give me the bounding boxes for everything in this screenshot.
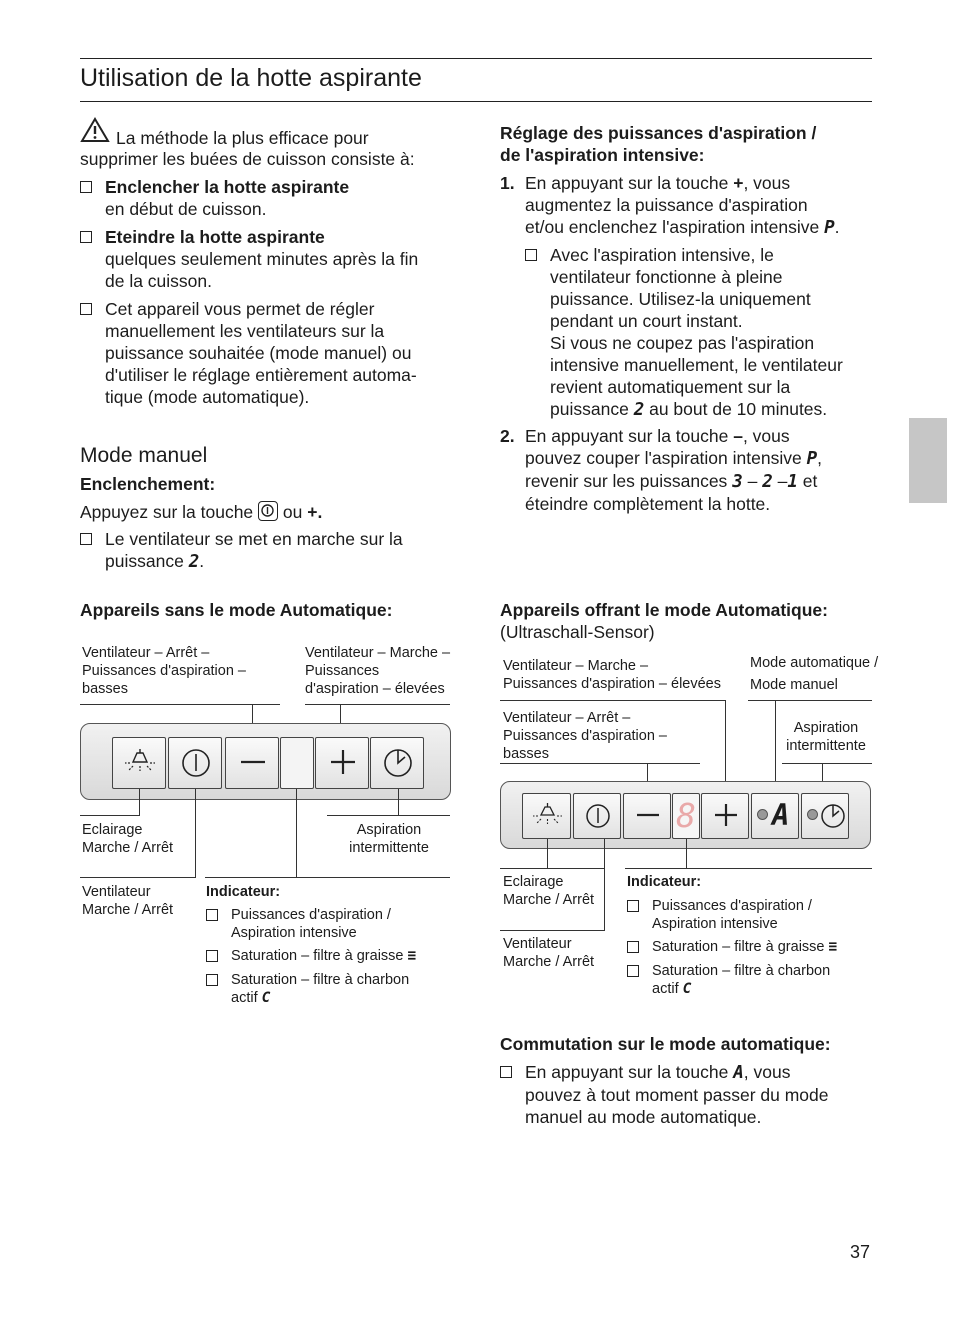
leader-line [305, 704, 450, 705]
reglage-heading-2: de l'aspiration intensive: [500, 145, 705, 165]
plus-button[interactable] [315, 737, 369, 789]
leader-line [327, 815, 450, 816]
segment-digit: 2 [633, 400, 645, 420]
auto-mode-button[interactable] [751, 793, 799, 839]
light-bulb-icon [113, 738, 167, 790]
timer-button[interactable] [370, 737, 424, 789]
leader-line [625, 868, 872, 869]
right-label-ventilateur: Ventilateur Marche / Arrêt [503, 936, 595, 970]
right-label-aspiration: Aspiration intermittente [786, 720, 866, 754]
led-indicator-icon [757, 809, 768, 820]
segment-digit: 2 [188, 552, 200, 572]
plus-icon [316, 738, 370, 790]
right-label-mode: Mode automatique / Mode manuel [750, 655, 879, 693]
reglage-heading-1: Réglage des puissances d'aspiration / [500, 123, 817, 143]
power-button-icon [258, 501, 278, 521]
display-window [280, 737, 314, 789]
power-icon [574, 794, 622, 840]
timer-icon [371, 738, 425, 790]
segment-digit: 3 [732, 472, 743, 492]
checkbox-bullet-icon [80, 181, 92, 193]
leader-line [80, 877, 196, 878]
leader-line [296, 789, 297, 877]
checkbox-bullet-icon [80, 231, 92, 243]
timer-button[interactable] [801, 793, 849, 839]
step-1-number: 1. [500, 173, 515, 193]
checkbox-bullet-icon [80, 303, 92, 315]
fan-power-button[interactable] [168, 737, 222, 789]
leader-line [500, 930, 605, 931]
segment-digit: 2 [762, 472, 773, 492]
light-button[interactable] [522, 793, 571, 839]
intro-line-2: supprimer les buées de cuisson consiste à: [80, 149, 415, 169]
leader-line [748, 700, 872, 701]
leader-line [686, 839, 687, 869]
step-1-text: En appuyant sur la touche +, vous augmentez la puissance d'aspiration et/ou enclenchez l'aspiration intensive P. [525, 173, 840, 238]
display-digit: 8 [676, 796, 696, 835]
mode-manuel-heading: Mode manuel [80, 444, 208, 467]
step-2-text: En appuyant sur la touche –, vous pouvez couper l'aspiration intensive P, revenir sur les puissances 3 – 2 –1 et éteindre complètement la hotte. [525, 426, 822, 514]
display-window [672, 793, 700, 839]
segment-digit: A [733, 1063, 744, 1083]
light-button[interactable] [112, 737, 166, 789]
minus-icon [624, 794, 672, 840]
auto-mode-icon: A [772, 798, 790, 832]
warning-triangle-icon [80, 117, 110, 148]
left-indicateur-title: Indicateur: [206, 884, 281, 900]
page-number: 37 [850, 1242, 871, 1262]
segment-digit: C [261, 990, 271, 1006]
enclenchement-heading: Enclenchement: [80, 474, 216, 494]
segment-digit: 1 [787, 472, 798, 492]
left-panel-heading: Appareils sans le mode Automatique: [80, 600, 393, 620]
leader-line [500, 763, 700, 764]
side-tab-marker [909, 418, 947, 503]
left-label-aspiration: Aspiration intermittente [349, 822, 429, 856]
leader-line [205, 877, 450, 878]
appuyez-line: Appuyez sur la touche ou +. [80, 502, 323, 522]
checkbox-bullet-icon [206, 950, 218, 962]
leader-line [604, 839, 605, 931]
intro-line-1: La méthode la plus efficace pour [116, 128, 369, 148]
right-indicateur-title: Indicateur: [627, 874, 702, 890]
left-label-ventilateur: Ventilateur Marche / Arrêt [82, 884, 174, 918]
left-label-ventilateur-arret: Ventilateur – Arrêt – Puissances d'aspiration – basses [82, 645, 246, 697]
timer-icon [802, 794, 850, 840]
minus-button[interactable] [225, 737, 279, 789]
top-rule [80, 58, 872, 59]
right-panel-heading: Appareils offrant le mode Automatique: [500, 600, 828, 620]
checkbox-bullet-icon [206, 974, 218, 986]
right-label-ventilateur-marche: Ventilateur – Marche – Puissances d'aspiration – élevées [503, 658, 721, 692]
right-label-eclairage: Eclairage Marche / Arrêt [503, 874, 595, 908]
left-label-ventilateur-marche: Ventilateur – Marche – Puissances d'aspiration – élevées [305, 645, 451, 697]
checkbox-bullet-icon [80, 533, 92, 545]
plus-icon [702, 794, 750, 840]
checkbox-bullet-icon [500, 1066, 512, 1078]
leader-line [195, 789, 196, 877]
leader-line [500, 700, 726, 701]
segment-digit: P [806, 449, 818, 469]
title-rule [80, 101, 872, 102]
checkbox-bullet-icon [206, 909, 218, 921]
minus-icon [226, 738, 280, 790]
plus-button[interactable] [701, 793, 749, 839]
minus-button[interactable] [623, 793, 671, 839]
fan-power-button[interactable] [573, 793, 621, 839]
light-bulb-icon [523, 794, 572, 840]
commutation-heading: Commutation sur le mode automatique: [500, 1034, 831, 1054]
checkbox-bullet-icon [627, 941, 639, 953]
segment-digit: ≡ [828, 939, 838, 955]
leader-line [500, 868, 605, 869]
step-2-number: 2. [500, 426, 515, 446]
checkbox-bullet-icon [525, 249, 537, 261]
segment-digit: ≡ [407, 948, 417, 964]
leader-line [398, 789, 399, 815]
segment-digit: C [682, 981, 692, 997]
page-title: Utilisation de la hotte aspirante [80, 64, 422, 92]
leader-line [139, 789, 140, 815]
leader-line [80, 704, 280, 705]
power-icon [169, 738, 223, 790]
checkbox-bullet-icon [627, 900, 639, 912]
segment-digit: P [824, 218, 835, 238]
leader-line [80, 815, 140, 816]
right-label-ventilateur-arret: Ventilateur – Arrêt – Puissances d'aspiration – basses [503, 710, 667, 762]
leader-line [547, 839, 548, 869]
leader-line [782, 763, 872, 764]
right-panel-subheading: (Ultraschall-Sensor) [500, 622, 655, 642]
checkbox-bullet-icon [627, 965, 639, 977]
left-label-eclairage: Eclairage Marche / Arrêt [82, 822, 174, 856]
